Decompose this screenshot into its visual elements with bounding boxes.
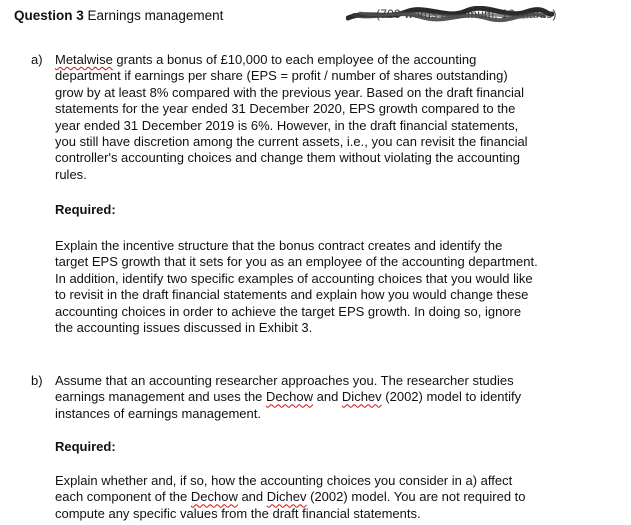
required-heading: Required: <box>55 202 116 217</box>
required-heading: Required: <box>55 439 116 454</box>
author-name-dichev: Dichev <box>341 389 382 405</box>
author-name-dechow: Dechow <box>266 389 313 405</box>
part-b-prompt <box>55 373 597 422</box>
redaction-scribble <box>346 6 557 24</box>
part-b-required <box>55 439 597 455</box>
part-b-task-line <box>55 473 597 489</box>
part-a-task-line: Explain the incentive structure that the bonus contract creates and identify the <box>55 238 503 253</box>
part-a-line-rest: grants a bonus of £10,000 to each employee of the accounting <box>112 52 477 67</box>
part-a-line: statements for the year ended 31 December 2020, EPS growth compared to the <box>55 101 516 117</box>
part-a-task-line: the accounting issues discussed in Exhibit 3. <box>55 320 313 336</box>
part-a-line: rules. <box>55 166 87 182</box>
part-a <box>31 52 597 342</box>
redaction-strokes <box>346 6 554 24</box>
redacted-word-count-note: (700 words maximum; 10 marks) <box>376 7 557 21</box>
author-name-dichev: Dichev <box>266 489 307 505</box>
line-text: and <box>237 489 267 505</box>
part-a-required <box>55 202 597 218</box>
line-text: earnings management and uses the <box>55 389 267 405</box>
question-heading <box>14 8 223 23</box>
line-text: (2002) model to identify <box>381 389 522 405</box>
part-a-line: grow by at least 8% compared with the previous year. Based on the draft financial <box>55 84 524 100</box>
line-text: Assume that an accounting researcher approaches you. The researcher studies <box>55 373 514 388</box>
part-a-task <box>55 238 597 336</box>
part-a-line: department if earnings per share (EPS = profit / number of shares outstanding) <box>55 68 508 84</box>
author-name-dechow: Dechow <box>190 489 238 505</box>
part-b-line <box>55 406 597 422</box>
line-text: (2002) model. You are not required to <box>306 489 526 505</box>
part-b-task-line <box>55 489 597 505</box>
line-text: instances of earnings management. <box>55 405 261 421</box>
part-b <box>31 373 597 523</box>
part-b-label: b) <box>31 373 43 388</box>
line-text: compute any specific values from the draft financial statements. <box>55 505 421 521</box>
part-b-task-line <box>55 506 597 522</box>
question-title: Earnings management <box>87 8 224 23</box>
line-text: Explain whether and, if so, how the accounting choices you consider in a) affect <box>55 473 513 488</box>
part-b-line <box>55 389 597 405</box>
part-a-line: year ended 31 December 2019 is 6%. However, in the draft financial statements, <box>55 117 519 133</box>
part-a-task-line: target EPS growth that it sets for you as an employee of the accounting department. <box>55 254 538 270</box>
misspelled-word: Metalwise <box>55 52 113 67</box>
part-b-task <box>55 473 597 522</box>
part-a-line <box>55 52 597 68</box>
part-a-task-line: In addition, identify two specific examples of accounting choices that you would like <box>55 270 533 286</box>
part-a-task-line: accounting choices in order to achieve the target EPS growth. In doing so, ignore <box>55 303 522 319</box>
line-text: and <box>313 389 342 405</box>
part-a-line: you still have discretion among the current assets, i.e., you can revisit the financial <box>55 134 528 150</box>
part-b-line <box>55 373 597 389</box>
part-a-task-line: to revisit in the draft financial statements and explain how you would change these <box>55 287 529 303</box>
question-number: Question 3 <box>14 8 84 23</box>
part-a-line: controller's accounting choices and change them without violating the accounting <box>55 150 520 166</box>
line-text: each component of the <box>55 489 191 505</box>
part-a-prompt <box>55 52 597 183</box>
part-a-label: a) <box>31 52 43 67</box>
